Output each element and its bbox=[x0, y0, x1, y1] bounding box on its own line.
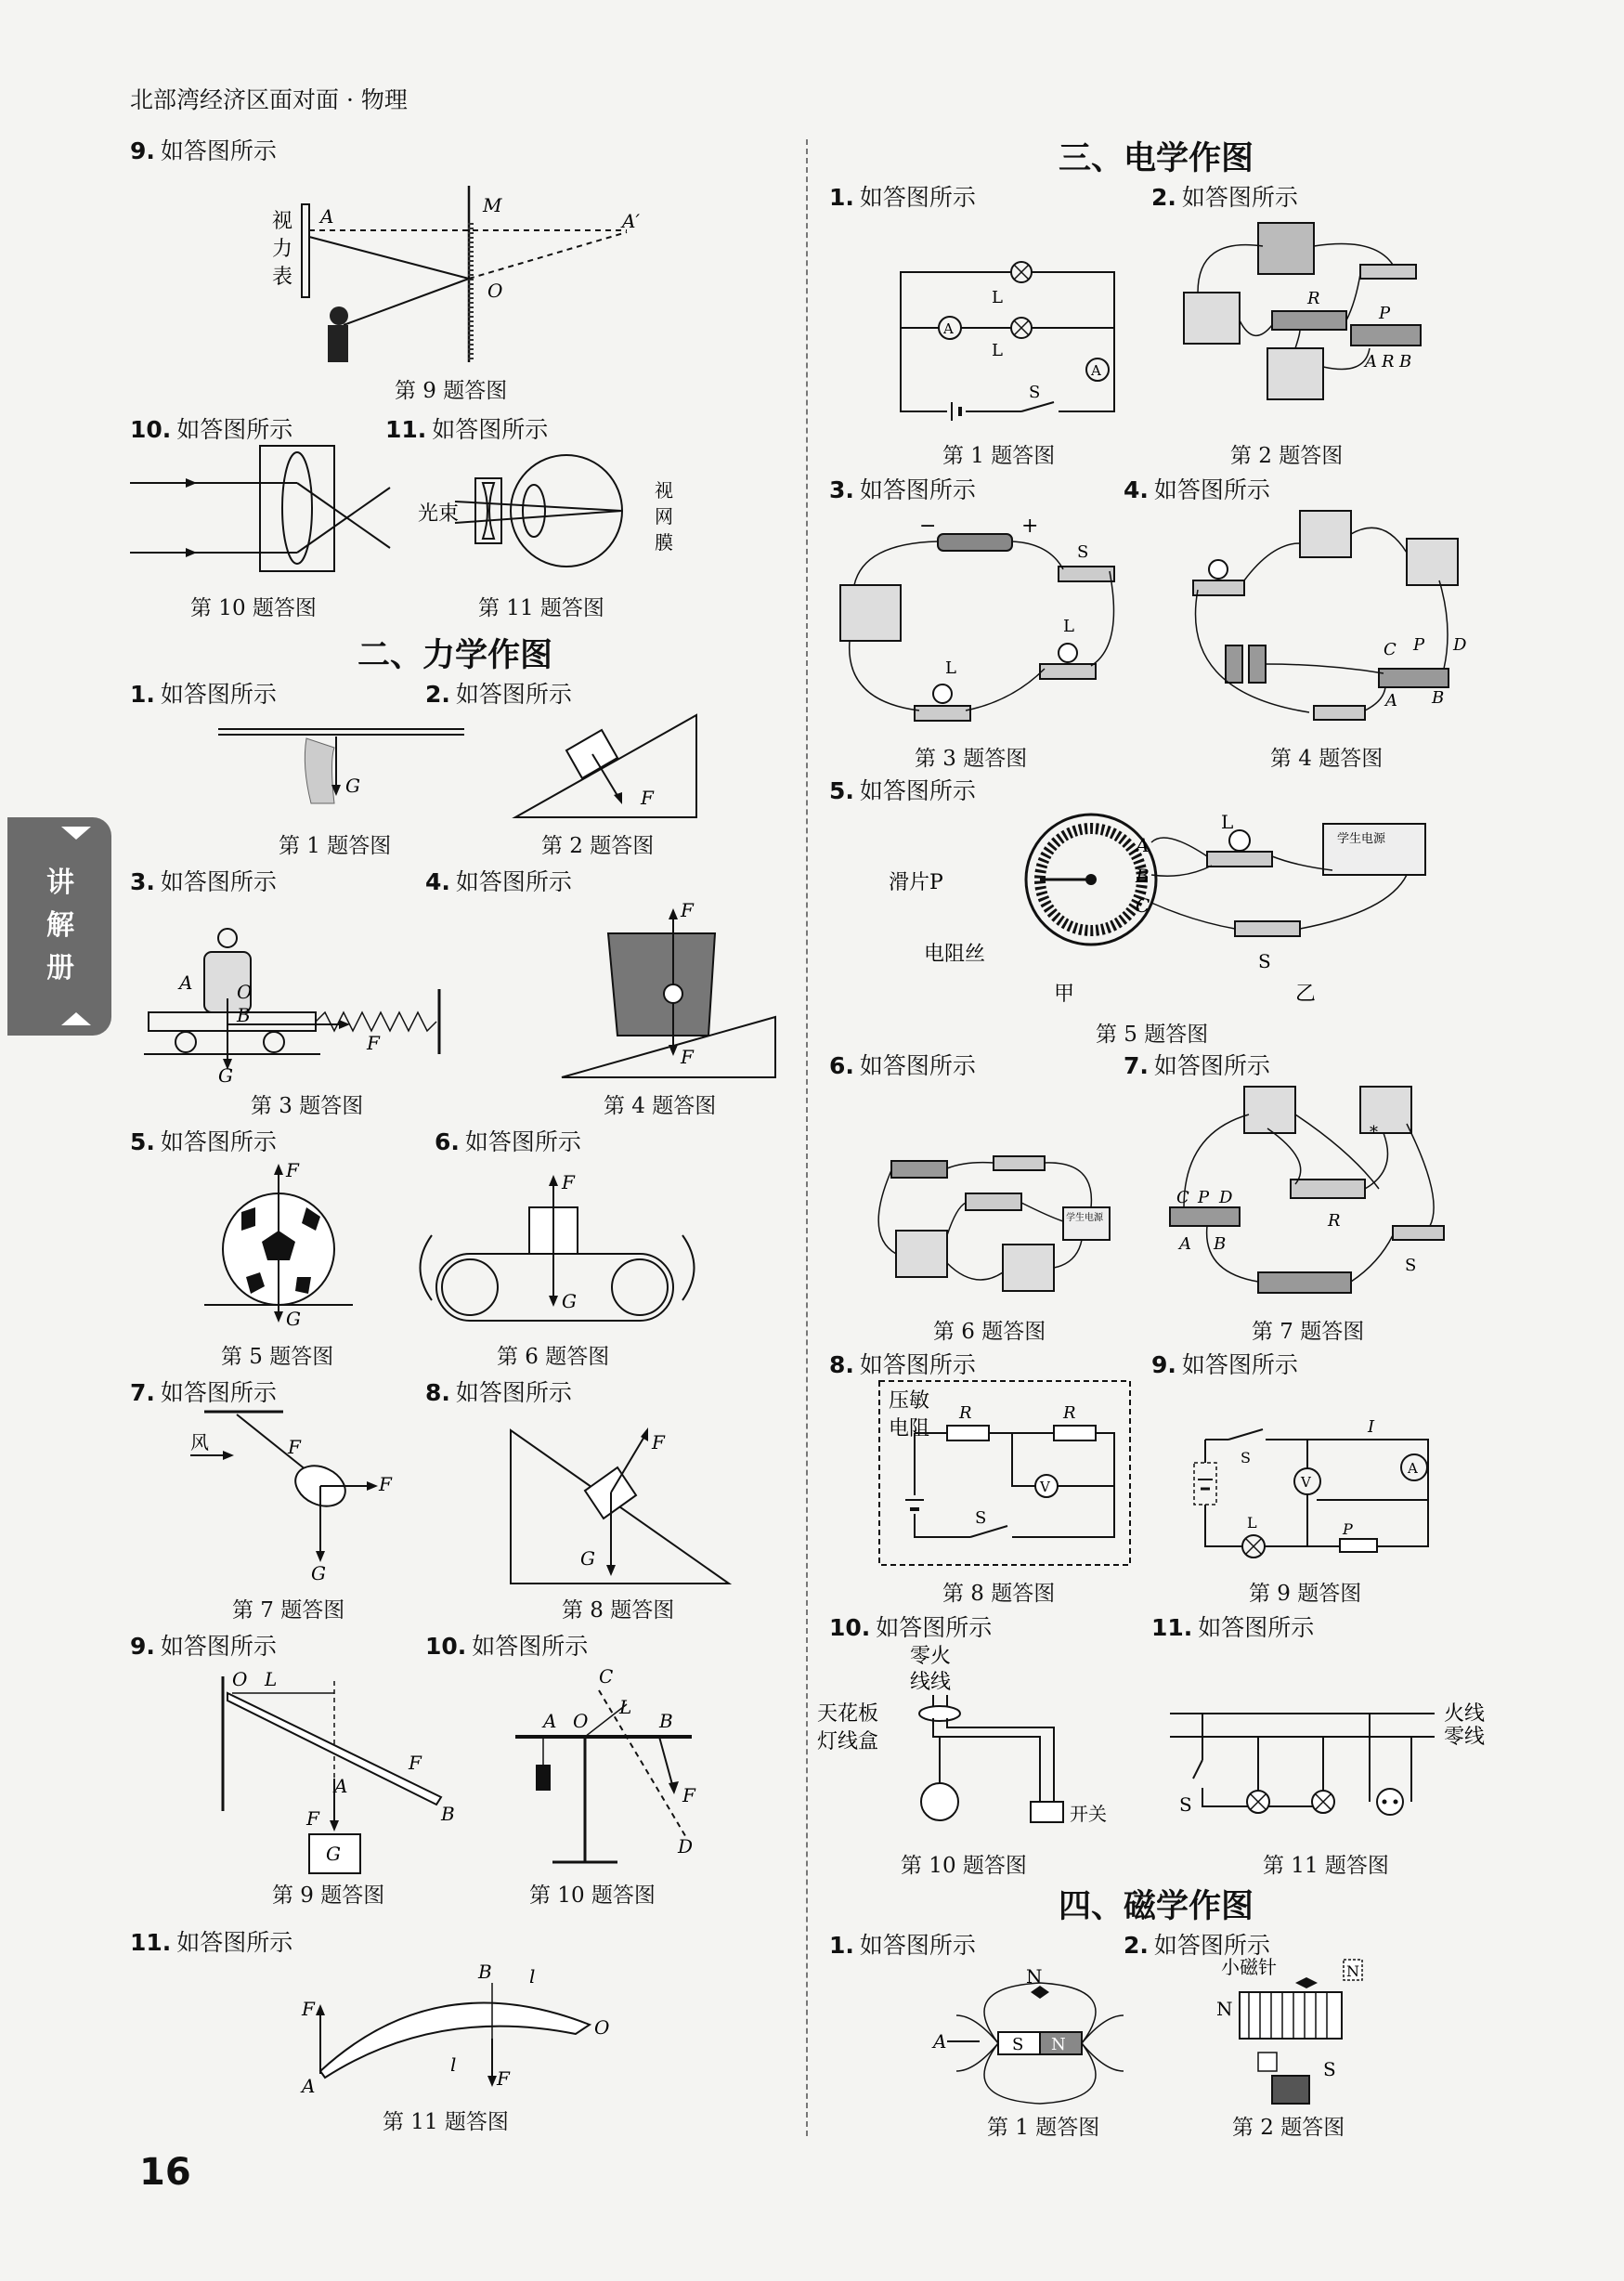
svg-text:灯线盒: 灯线盒 bbox=[817, 1730, 879, 1753]
caption-elec-5: 第 5 题答图 bbox=[1096, 1023, 1209, 1047]
svg-text:小磁针: 小磁针 bbox=[1221, 1956, 1277, 1978]
svg-text:G: G bbox=[286, 1308, 301, 1330]
figure-mag-2 bbox=[1202, 1955, 1388, 2113]
svg-text:B: B bbox=[441, 1803, 455, 1825]
figure-mech-11 bbox=[297, 1955, 622, 2097]
svg-text:C: C bbox=[1136, 894, 1150, 917]
question-elec-7: 7. 如答图所示 bbox=[1124, 1052, 1270, 1079]
svg-text:F: F bbox=[302, 1998, 315, 2020]
svg-text:S: S bbox=[975, 1508, 987, 1528]
triangle-down-icon bbox=[61, 827, 91, 840]
question-elec-5: 5. 如答图所示 bbox=[829, 777, 976, 804]
figure-elec-9 bbox=[1177, 1416, 1442, 1565]
svg-text:O: O bbox=[573, 1710, 589, 1732]
svg-text:网: 网 bbox=[655, 505, 673, 528]
svg-text:L: L bbox=[619, 1696, 632, 1718]
svg-text:I: I bbox=[1368, 1417, 1375, 1437]
question-elec-2: 2. 如答图所示 bbox=[1151, 184, 1298, 211]
svg-text:R: R bbox=[959, 1403, 972, 1423]
svg-text:火线: 火线 bbox=[1444, 1702, 1486, 1726]
svg-text:A: A bbox=[1408, 1460, 1418, 1477]
svg-text:F: F bbox=[681, 1046, 694, 1068]
svg-text:F: F bbox=[652, 1431, 665, 1453]
svg-text:视: 视 bbox=[655, 479, 673, 502]
svg-text:开关: 开关 bbox=[1070, 1803, 1107, 1825]
question-elec-3: 3. 如答图所示 bbox=[829, 476, 976, 503]
svg-text:L: L bbox=[1063, 617, 1074, 636]
svg-text:l: l bbox=[450, 2053, 457, 2076]
svg-text:O: O bbox=[237, 981, 253, 1003]
svg-text:A: A bbox=[1136, 834, 1150, 856]
question-mech-11: 11. 如答图所示 bbox=[130, 1929, 293, 1956]
question-elec-9: 9. 如答图所示 bbox=[1151, 1351, 1298, 1378]
svg-text:B: B bbox=[659, 1710, 673, 1732]
svg-text:视: 视 bbox=[272, 210, 293, 233]
svg-text:线线: 线线 bbox=[910, 1671, 952, 1694]
svg-text:L: L bbox=[992, 341, 1003, 360]
svg-text:G: G bbox=[345, 775, 360, 797]
svg-text:O: O bbox=[232, 1668, 248, 1690]
figure-mech-2 bbox=[515, 706, 701, 822]
caption-elec-9: 第 9 题答图 bbox=[1249, 1582, 1362, 1606]
svg-text:+: + bbox=[1021, 515, 1039, 538]
caption-elec-3: 第 3 题答图 bbox=[915, 747, 1028, 771]
side-tab-label: 讲解册 bbox=[46, 867, 74, 984]
question-mech-5: 5. 如答图所示 bbox=[130, 1128, 277, 1155]
svg-text:O: O bbox=[487, 280, 503, 302]
figure-elec-4 bbox=[1170, 506, 1467, 734]
figure-mech-8 bbox=[511, 1416, 734, 1588]
svg-text:A: A bbox=[1091, 362, 1101, 379]
svg-text:F: F bbox=[288, 1436, 301, 1458]
svg-text:F: F bbox=[306, 1807, 319, 1830]
svg-text:−: − bbox=[919, 515, 937, 538]
question-mech-1: 1. 如答图所示 bbox=[130, 681, 277, 708]
question-elec-11: 11. 如答图所示 bbox=[1151, 1614, 1315, 1641]
section-title-mechanics: 二、力学作图 bbox=[357, 637, 553, 674]
svg-text:G: G bbox=[562, 1290, 577, 1312]
question-mag-1: 1. 如答图所示 bbox=[829, 1932, 976, 1959]
question-mech-3: 3. 如答图所示 bbox=[130, 868, 277, 895]
svg-text:A′: A′ bbox=[622, 210, 640, 232]
caption-optics-9: 第 9 题答图 bbox=[395, 379, 508, 403]
figure-optics-9 bbox=[265, 186, 673, 371]
caption-mech-7: 第 7 题答图 bbox=[232, 1598, 345, 1623]
question-mech-7: 7. 如答图所示 bbox=[130, 1379, 277, 1406]
svg-text:R: R bbox=[1382, 352, 1395, 371]
caption-mech-5: 第 5 题答图 bbox=[221, 1345, 334, 1369]
svg-text:G: G bbox=[218, 1064, 233, 1087]
caption-optics-10: 第 10 题答图 bbox=[190, 596, 317, 620]
question-mech-4: 4. 如答图所示 bbox=[425, 868, 572, 895]
figure-mech-5 bbox=[204, 1156, 353, 1328]
svg-text:零线: 零线 bbox=[1444, 1726, 1486, 1749]
question-mag-2: 2. 如答图所示 bbox=[1124, 1932, 1270, 1959]
svg-text:l: l bbox=[529, 1965, 536, 1988]
svg-text:N: N bbox=[1346, 1962, 1359, 1980]
svg-text:C: C bbox=[1176, 1188, 1189, 1207]
svg-text:A: A bbox=[1179, 1234, 1191, 1254]
figure-mech-4 bbox=[562, 896, 785, 1082]
caption-mag-1: 第 1 题答图 bbox=[987, 2116, 1100, 2140]
svg-text:D: D bbox=[678, 1835, 694, 1857]
svg-text:压敏: 压敏 bbox=[889, 1389, 930, 1413]
svg-text:P: P bbox=[1343, 1520, 1353, 1538]
figure-elec-2 bbox=[1161, 218, 1430, 427]
svg-text:R: R bbox=[1063, 1403, 1076, 1423]
svg-text:A: A bbox=[543, 1710, 557, 1732]
figure-mag-1 bbox=[929, 1960, 1142, 2108]
caption-mech-3: 第 3 题答图 bbox=[251, 1094, 364, 1118]
svg-text:B: B bbox=[1136, 865, 1150, 887]
svg-text:F: F bbox=[286, 1159, 299, 1181]
figure-mech-1 bbox=[218, 720, 469, 827]
svg-text:A: A bbox=[320, 205, 334, 228]
caption-mech-9: 第 9 题答图 bbox=[272, 1883, 385, 1908]
figure-elec-3 bbox=[826, 515, 1133, 734]
figure-mech-7 bbox=[181, 1407, 422, 1584]
svg-text:天花板: 天花板 bbox=[817, 1702, 879, 1726]
svg-text:乙: 乙 bbox=[1295, 983, 1317, 1006]
svg-text:C: C bbox=[1384, 640, 1397, 659]
caption-mech-4: 第 4 题答图 bbox=[604, 1094, 717, 1118]
caption-elec-8: 第 8 题答图 bbox=[942, 1582, 1056, 1606]
svg-text:A: A bbox=[943, 320, 954, 337]
question-optics-11: 11. 如答图所示 bbox=[385, 416, 549, 443]
figure-mech-3 bbox=[144, 924, 487, 1087]
svg-text:G: G bbox=[326, 1843, 341, 1865]
question-mech-2: 2. 如答图所示 bbox=[425, 681, 572, 708]
caption-mech-11: 第 11 题答图 bbox=[383, 2110, 509, 2134]
svg-text:L: L bbox=[265, 1668, 278, 1690]
svg-text:V: V bbox=[1301, 1474, 1311, 1491]
caption-optics-11: 第 11 题答图 bbox=[478, 596, 604, 620]
section-title-magnetic: 四、磁学作图 bbox=[1059, 1888, 1254, 1925]
question-elec-10: 10. 如答图所示 bbox=[829, 1614, 993, 1641]
caption-mech-2: 第 2 题答图 bbox=[541, 834, 655, 858]
svg-text:零火: 零火 bbox=[910, 1645, 952, 1668]
svg-text:B: B bbox=[1214, 1234, 1227, 1254]
svg-text:F: F bbox=[379, 1473, 392, 1495]
svg-text:L: L bbox=[992, 288, 1003, 307]
svg-text:S: S bbox=[1241, 1449, 1251, 1466]
caption-mech-6: 第 6 题答图 bbox=[497, 1345, 610, 1369]
svg-text:表: 表 bbox=[272, 266, 293, 289]
caption-elec-2: 第 2 题答图 bbox=[1230, 444, 1344, 468]
svg-text:F: F bbox=[681, 899, 694, 921]
question-elec-8: 8. 如答图所示 bbox=[829, 1351, 976, 1378]
svg-text:G: G bbox=[580, 1547, 595, 1570]
section-title-electric: 三、电学作图 bbox=[1059, 140, 1254, 177]
svg-text:力: 力 bbox=[272, 238, 293, 261]
figure-elec-5 bbox=[887, 801, 1435, 1014]
svg-text:A: A bbox=[179, 971, 193, 994]
figure-elec-11 bbox=[1165, 1695, 1509, 1820]
svg-text:B: B bbox=[237, 1004, 251, 1026]
caption-mech-1: 第 1 题答图 bbox=[279, 834, 392, 858]
question-elec-1: 1. 如答图所示 bbox=[829, 184, 976, 211]
svg-text:L: L bbox=[945, 658, 956, 678]
svg-text:A: A bbox=[334, 1775, 348, 1797]
svg-text:N: N bbox=[1051, 2035, 1066, 2054]
svg-text:L: L bbox=[1221, 811, 1234, 833]
figure-mech-9 bbox=[209, 1667, 460, 1876]
question-optics-10: 10. 如答图所示 bbox=[130, 416, 293, 443]
question-mech-10: 10. 如答图所示 bbox=[425, 1633, 589, 1660]
svg-text:N: N bbox=[1216, 1998, 1233, 2020]
caption-elec-1: 第 1 题答图 bbox=[942, 444, 1056, 468]
svg-text:S: S bbox=[1405, 1256, 1417, 1275]
svg-text:A: A bbox=[933, 2030, 947, 2053]
svg-text:S: S bbox=[1077, 542, 1089, 562]
caption-elec-10: 第 10 题答图 bbox=[901, 1854, 1027, 1878]
svg-text:学生电源: 学生电源 bbox=[1337, 832, 1386, 846]
page-number: 16 bbox=[139, 2151, 191, 2194]
caption-elec-11: 第 11 题答图 bbox=[1263, 1854, 1389, 1878]
caption-mag-2: 第 2 题答图 bbox=[1232, 2116, 1345, 2140]
svg-text:O: O bbox=[594, 2016, 610, 2039]
svg-text:F: F bbox=[409, 1752, 422, 1774]
svg-text:B: B bbox=[478, 1961, 492, 1983]
svg-text:甲: 甲 bbox=[1054, 983, 1075, 1006]
svg-text:电阻丝: 电阻丝 bbox=[924, 943, 986, 966]
figure-elec-7 bbox=[1165, 1077, 1449, 1305]
caption-mech-10: 第 10 题答图 bbox=[529, 1883, 656, 1908]
column-divider bbox=[806, 139, 808, 2136]
svg-text:S: S bbox=[1323, 2058, 1336, 2080]
svg-text:学生电源: 学生电源 bbox=[1066, 1213, 1103, 1223]
svg-text:C: C bbox=[599, 1665, 614, 1688]
svg-text:F: F bbox=[682, 1784, 695, 1806]
figure-elec-10 bbox=[817, 1644, 1107, 1844]
svg-text:F: F bbox=[641, 787, 654, 809]
figure-optics-11 bbox=[418, 450, 687, 580]
svg-text:D: D bbox=[1219, 1188, 1233, 1207]
svg-text:F: F bbox=[497, 2067, 510, 2090]
svg-text:V: V bbox=[1040, 1479, 1050, 1495]
svg-text:R: R bbox=[1328, 1211, 1341, 1231]
side-tab[interactable] bbox=[7, 817, 111, 1036]
caption-mech-8: 第 8 题答图 bbox=[562, 1598, 675, 1623]
caption-elec-4: 第 4 题答图 bbox=[1270, 747, 1384, 771]
svg-text:F: F bbox=[367, 1032, 380, 1054]
svg-text:A: A bbox=[1365, 352, 1377, 371]
svg-text:膜: 膜 bbox=[655, 531, 673, 554]
svg-text:P: P bbox=[1413, 635, 1425, 655]
svg-text:A: A bbox=[1385, 691, 1397, 710]
svg-text:S: S bbox=[1029, 383, 1041, 402]
svg-text:B: B bbox=[1399, 352, 1412, 371]
figure-elec-6 bbox=[864, 1142, 1114, 1300]
page-header-title: 北部湾经济区面对面 · 物理 bbox=[130, 86, 408, 113]
question-elec-4: 4. 如答图所示 bbox=[1124, 476, 1270, 503]
svg-text:B: B bbox=[1432, 688, 1445, 708]
figure-elec-1 bbox=[891, 258, 1124, 425]
svg-text:P: P bbox=[1379, 304, 1391, 323]
question-mech-6: 6. 如答图所示 bbox=[435, 1128, 581, 1155]
svg-text:S: S bbox=[1179, 1793, 1192, 1816]
svg-text:M: M bbox=[483, 194, 502, 216]
question-mech-8: 8. 如答图所示 bbox=[425, 1379, 572, 1406]
figure-elec-8 bbox=[877, 1379, 1133, 1570]
caption-elec-7: 第 7 题答图 bbox=[1252, 1320, 1365, 1344]
svg-text:F: F bbox=[562, 1171, 575, 1193]
svg-text:*: * bbox=[1370, 1123, 1378, 1142]
question-optics-9: 9. 如答图所示 bbox=[130, 137, 277, 164]
svg-text:风: 风 bbox=[190, 1431, 209, 1453]
svg-text:光束: 光束 bbox=[418, 502, 460, 526]
svg-text:D: D bbox=[1453, 635, 1467, 655]
figure-mech-10 bbox=[506, 1662, 710, 1876]
svg-text:P: P bbox=[1198, 1188, 1210, 1207]
triangle-up-icon bbox=[61, 1012, 91, 1025]
svg-text:S: S bbox=[1012, 2035, 1024, 2054]
figure-optics-10 bbox=[130, 446, 409, 576]
figure-mech-6 bbox=[409, 1170, 706, 1328]
svg-text:L: L bbox=[1247, 1514, 1257, 1532]
svg-text:N: N bbox=[1026, 1965, 1043, 1988]
svg-text:滑片P: 滑片P bbox=[889, 871, 943, 894]
svg-text:R: R bbox=[1307, 289, 1320, 308]
svg-text:电阻: 电阻 bbox=[889, 1417, 930, 1440]
caption-elec-6: 第 6 题答图 bbox=[933, 1320, 1046, 1344]
svg-text:S: S bbox=[1258, 950, 1271, 972]
svg-text:A: A bbox=[302, 2075, 316, 2097]
question-mech-9: 9. 如答图所示 bbox=[130, 1633, 277, 1660]
svg-text:G: G bbox=[311, 1562, 326, 1584]
question-elec-6: 6. 如答图所示 bbox=[829, 1052, 976, 1079]
